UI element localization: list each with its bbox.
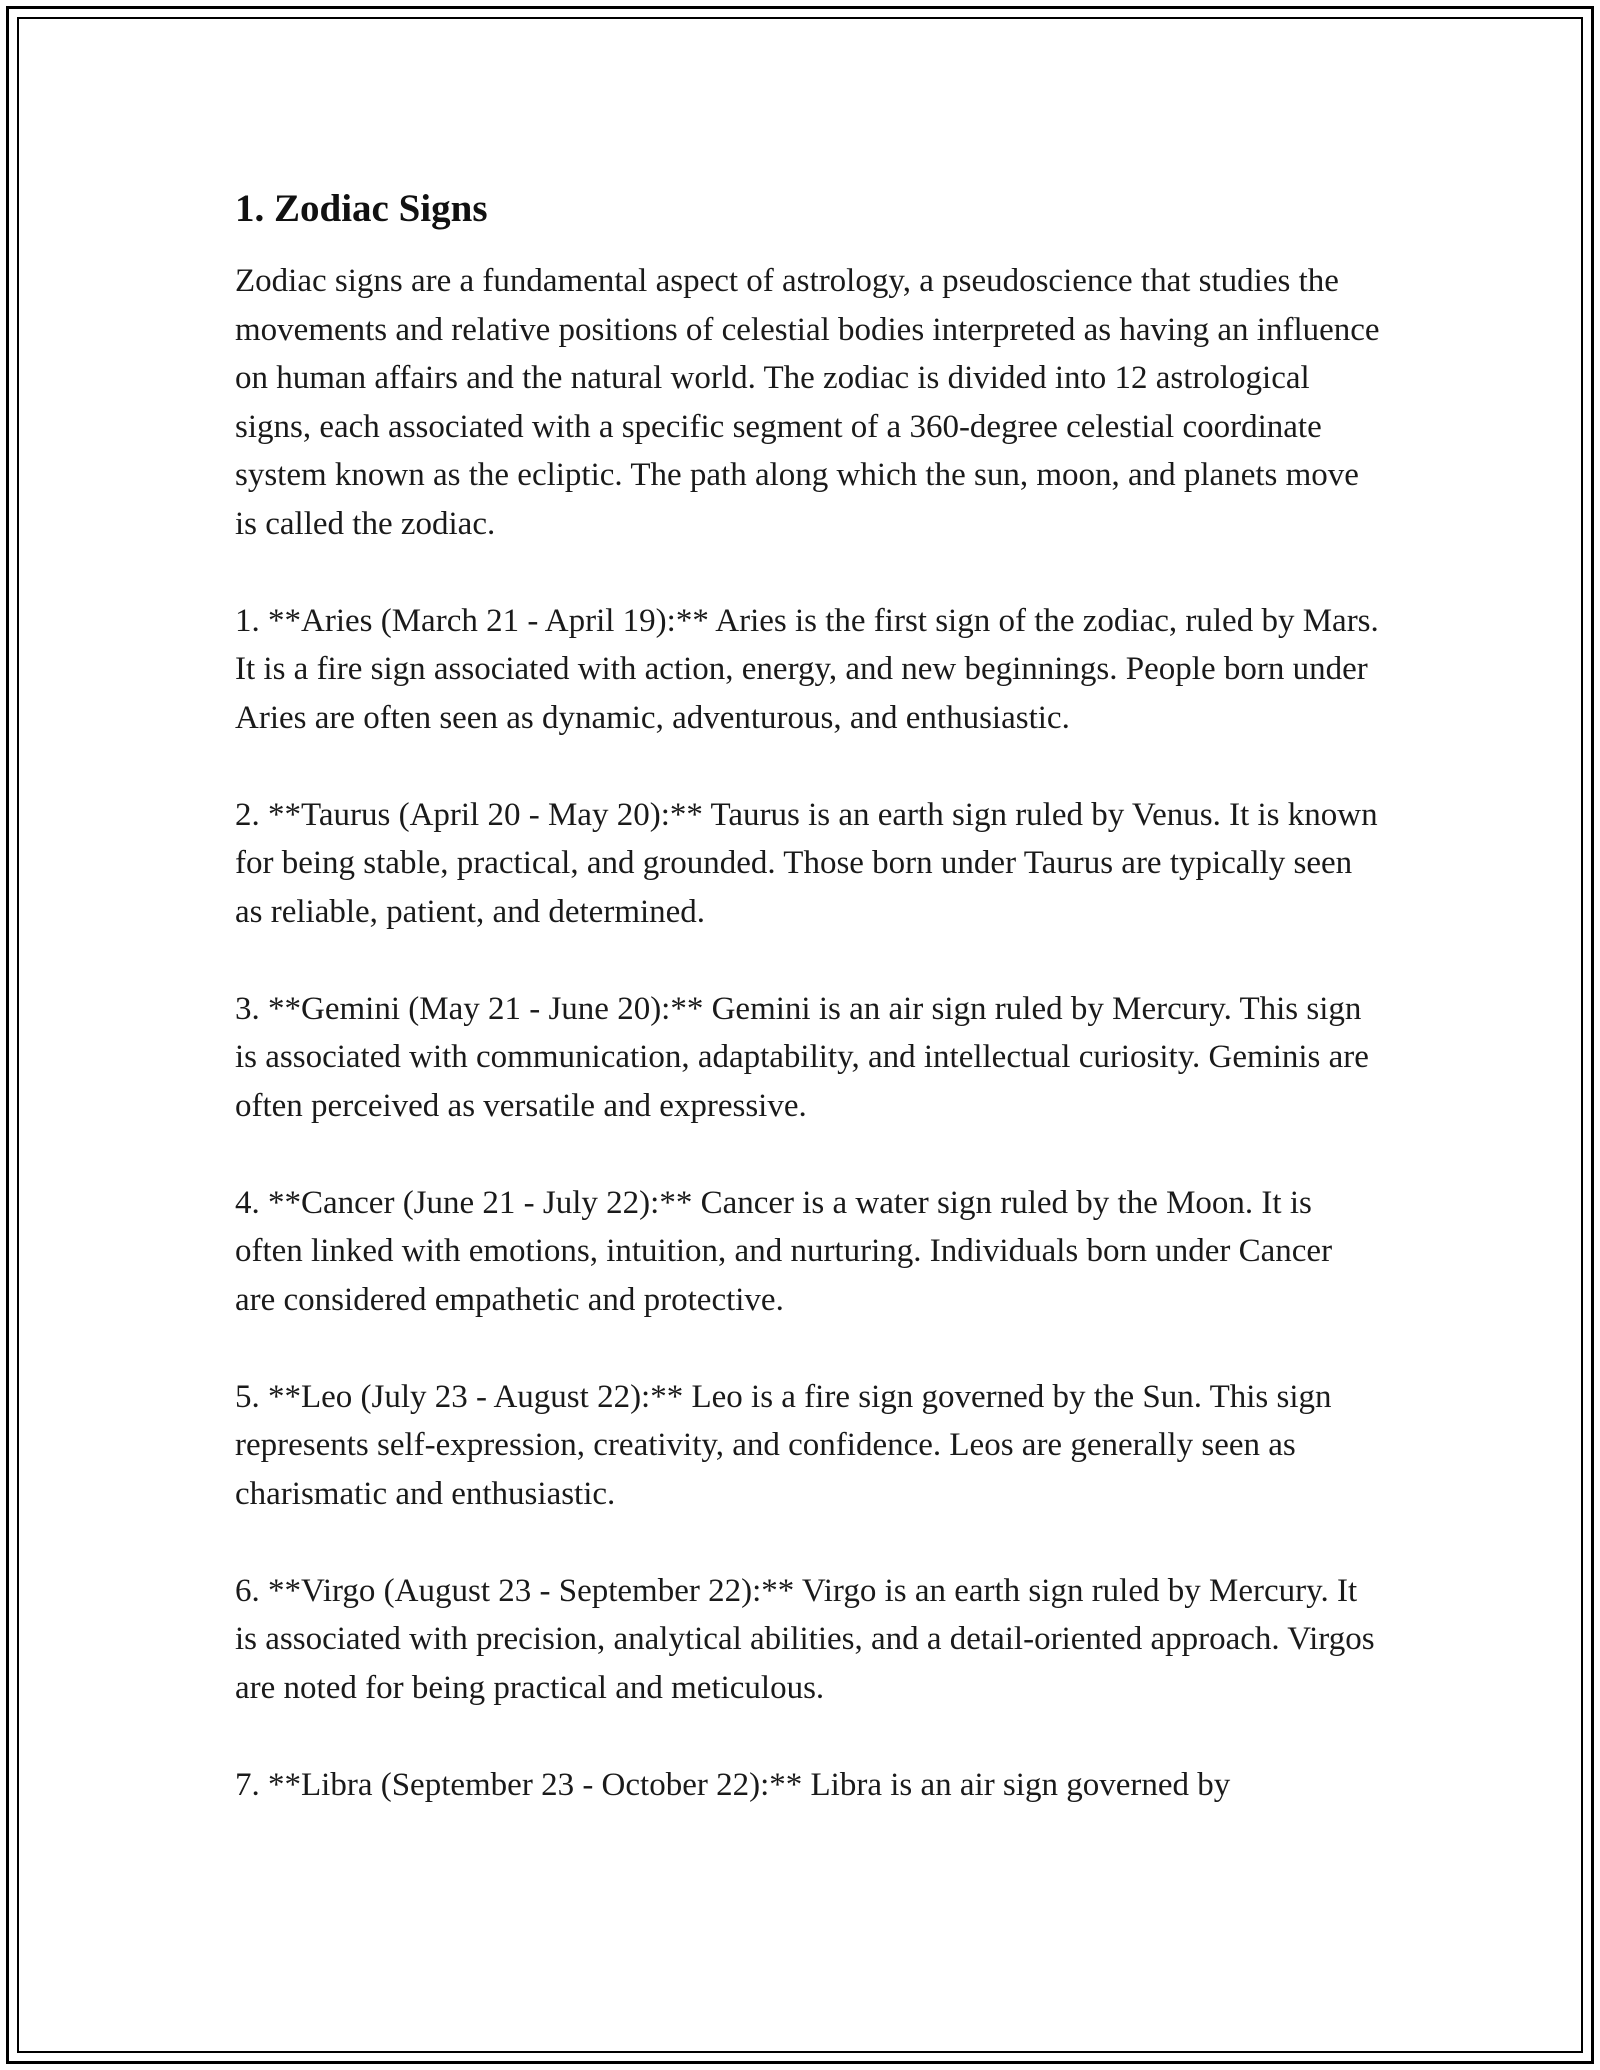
document-body xyxy=(235,185,1380,1809)
list-item-taurus: 2. **Taurus (April 20 - May 20):** Taurus is an earth sign ruled by Venus. It is known for being stable, practical, and grounded. Those born under Taurus are typically seen as reliable, patient, and determined. xyxy=(235,796,1378,930)
list-item-cancer: 4. **Cancer (June 21 - July 22):** Cancer is a water sign ruled by the Moon. It is often linked with emotions, intuition, and nurturing. Individuals born under Cancer are considered empathetic and protective. xyxy=(235,1184,1333,1318)
list-item-virgo: 6. **Virgo (August 23 - September 22):** Virgo is an earth sign ruled by Mercury. It is associated with precision, analytical abilities, and a detail-oriented approach. Virgos are noted for being practical and meticulous. xyxy=(235,1572,1375,1706)
list-item-gemini: 3. **Gemini (May 21 - June 20):** Gemini is an air sign ruled by Mercury. This sign is associated with communication, adaptability, and intellectual curiosity. Geminis are often perceived as versatile and expressive. xyxy=(235,990,1369,1124)
list-item-aries: 1. **Aries (March 21 - April 19):** Aries is the first sign of the zodiac, ruled by Mars. It is a fire sign associated with action, energy, and new beginnings. People born under Aries are often seen as dynamic, adventurous, and enthusiastic. xyxy=(235,602,1379,736)
list-item-libra: 7. **Libra (September 23 - October 22):** Libra is an air sign governed by xyxy=(235,1766,1231,1803)
list-item-leo: 5. **Leo (July 23 - August 22):** Leo is a fire sign governed by the Sun. This sign represents self-expression, creativity, and confidence. Leos are generally seen as charismatic and enthusiastic. xyxy=(235,1378,1332,1512)
section-heading: 1. Zodiac Signs xyxy=(235,187,488,230)
intro-paragraph: Zodiac signs are a fundamental aspect of astrology, a pseudoscience that studies the movements and relative positions of celestial bodies interpreted as having an influence on human affairs and the natural world. The zodiac is divided into 12 astrological signs, each associated with a specific segment of a 360-degree celestial coordinate system known as the ecliptic. The path along which the sun, moon, and planets move is called the zodiac. xyxy=(235,263,1380,542)
